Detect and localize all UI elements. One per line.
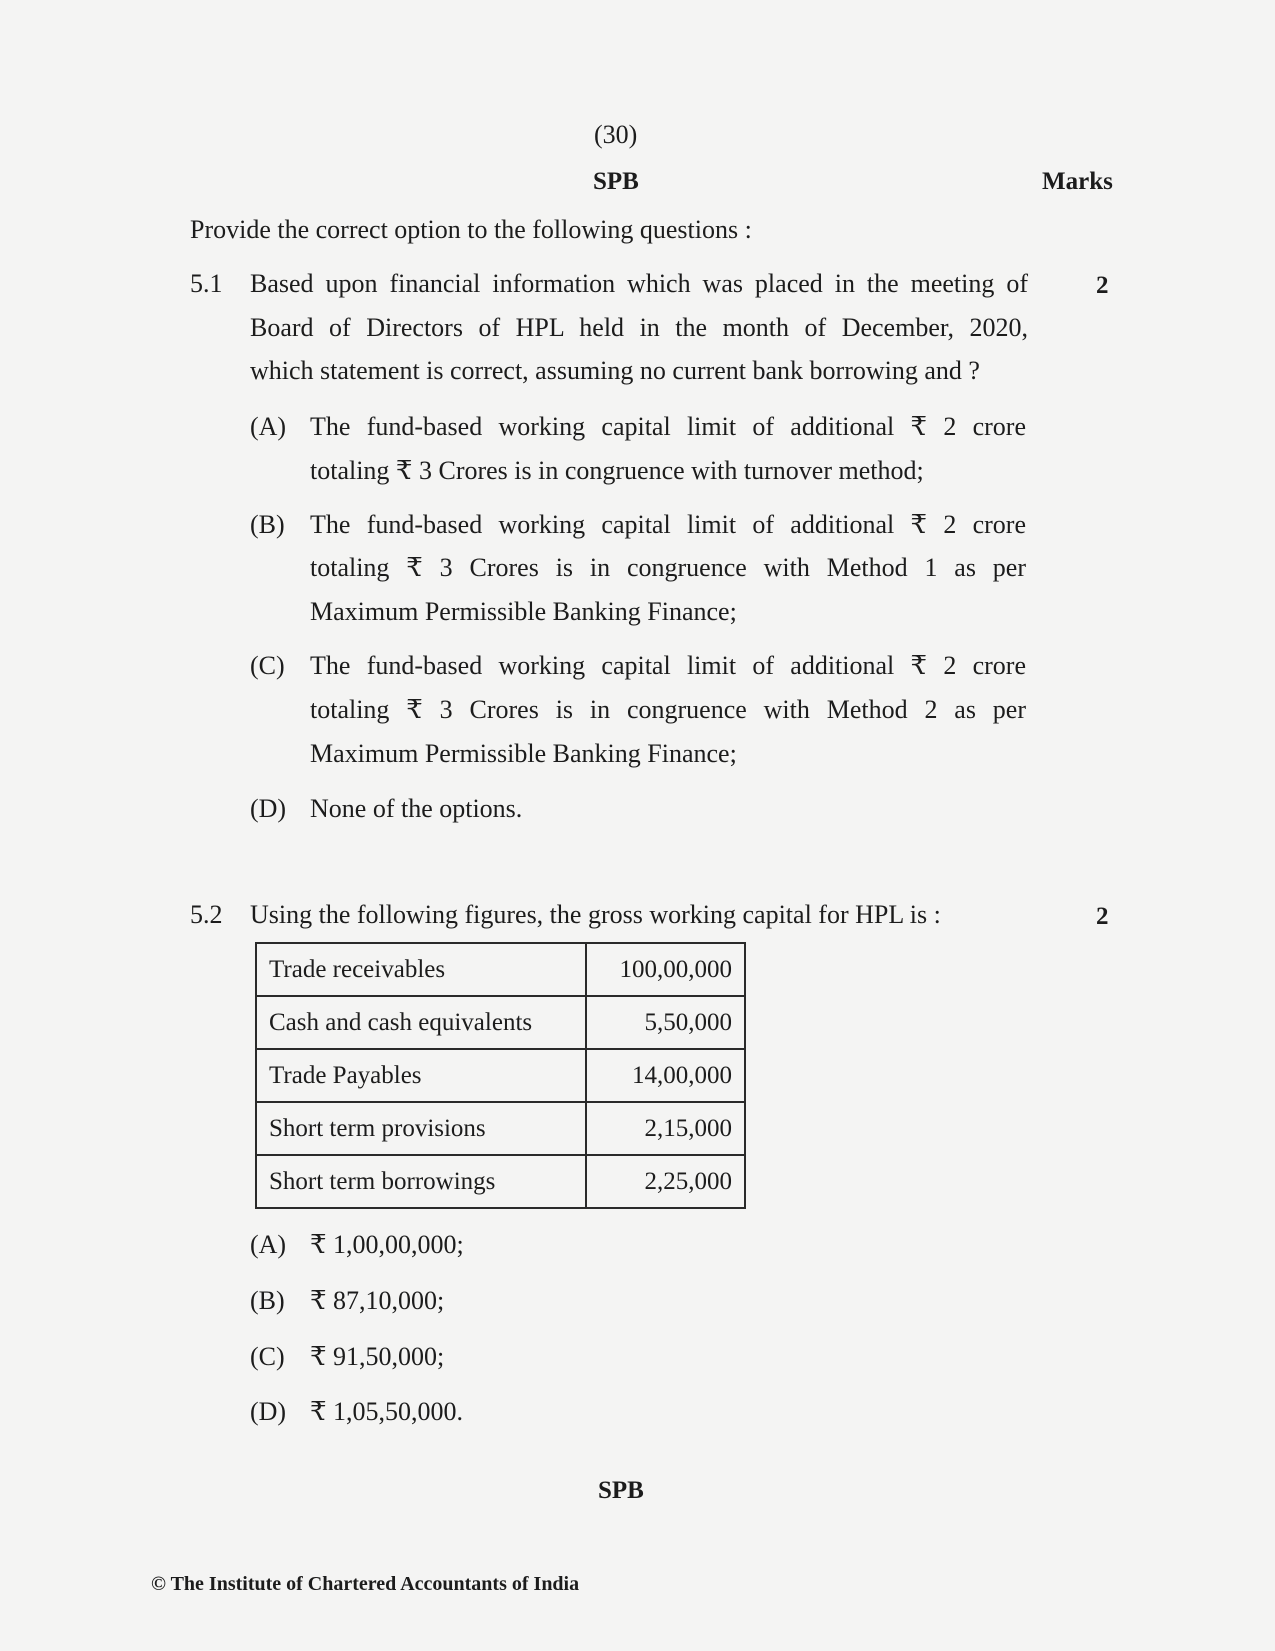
option-d-letter: (D): [250, 794, 287, 823]
table-value: 2,25,000: [586, 1155, 745, 1208]
option-a-line-1: The fund-based working capital limit of additional ₹ 2 crore: [310, 412, 1026, 441]
question-5-2-text: Using the following figures, the gross working capital for HPL is :: [250, 900, 941, 929]
table-label: Trade Payables: [256, 1049, 586, 1102]
answer-b-text: ₹ 87,10,000;: [310, 1286, 445, 1315]
table-value: 100,00,000: [586, 943, 745, 996]
answer-a-letter: (A): [250, 1230, 287, 1259]
table-value: 14,00,000: [586, 1049, 745, 1102]
option-b-line-2: totaling ₹ 3 Crores is in congruence with Method 1 as per: [310, 553, 1026, 582]
question-5-1-line-2: Board of Directors of HPL held in the month of December, 2020,: [250, 313, 1028, 342]
question-5-1-line-3: which statement is correct, assuming no current bank borrowing and ?: [250, 356, 980, 385]
option-d-line-1: None of the options.: [310, 794, 523, 823]
option-b-line-1: The fund-based working capital limit of additional ₹ 2 crore: [310, 510, 1026, 539]
answer-d-letter: (D): [250, 1397, 287, 1426]
answer-c-text: ₹ 91,50,000;: [310, 1342, 445, 1371]
table-label: Trade receivables: [256, 943, 586, 996]
option-c-line-3: Maximum Permissible Banking Finance;: [310, 739, 737, 768]
answer-b-letter: (B): [250, 1286, 285, 1315]
option-c-line-1: The fund-based working capital limit of additional ₹ 2 crore: [310, 651, 1026, 680]
marks-heading: Marks: [1042, 168, 1113, 195]
option-b-letter: (B): [250, 510, 285, 539]
question-5-1-line-1: Based upon financial information which was placed in the meeting of: [250, 269, 1028, 298]
marks-5-1: 2: [1096, 272, 1109, 299]
table-row: [256, 1049, 745, 1102]
answer-d-text: ₹ 1,05,50,000.: [310, 1397, 464, 1426]
question-number-5-1: 5.1: [190, 269, 223, 298]
paper-code-top: SPB: [593, 168, 639, 195]
figures-table: [255, 942, 746, 1209]
answer-c-letter: (C): [250, 1342, 285, 1371]
option-c-letter: (C): [250, 651, 285, 680]
table-value: 2,15,000: [586, 1102, 745, 1155]
copyright-footer: © The Institute of Chartered Accountants of India: [151, 1573, 580, 1595]
table-label: Short term borrowings: [256, 1155, 586, 1208]
table-label: Short term provisions: [256, 1102, 586, 1155]
table-row: [256, 996, 745, 1049]
paper-code-bottom: SPB: [598, 1477, 644, 1504]
table-row: [256, 1102, 745, 1155]
option-a-letter: (A): [250, 412, 287, 441]
answer-a-text: ₹ 1,00,00,000;: [310, 1230, 464, 1259]
option-c-line-2: totaling ₹ 3 Crores is in congruence with Method 2 as per: [310, 695, 1026, 724]
table-row: [256, 943, 745, 996]
question-number-5-2: 5.2: [190, 900, 223, 929]
table-value: 5,50,000: [586, 996, 745, 1049]
page-number: (30): [594, 120, 638, 149]
marks-5-2: 2: [1096, 903, 1109, 930]
option-a-line-2: totaling ₹ 3 Crores is in congruence with turnover method;: [310, 456, 924, 485]
instruction: Provide the correct option to the following questions :: [190, 215, 752, 244]
table-row: [256, 1155, 745, 1208]
option-b-line-3: Maximum Permissible Banking Finance;: [310, 597, 737, 626]
table-label: Cash and cash equivalents: [256, 996, 586, 1049]
